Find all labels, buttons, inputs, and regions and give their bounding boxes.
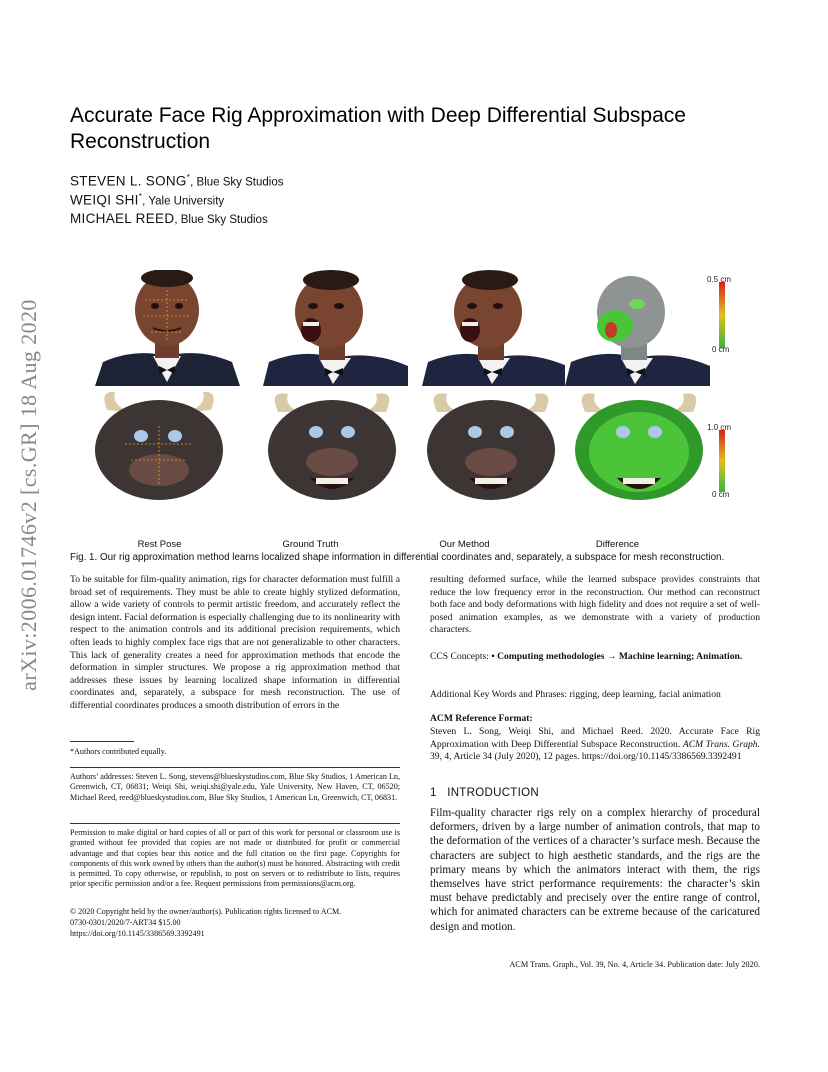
figure-bull-rest-pose [85, 390, 240, 506]
figure-1 [95, 270, 745, 550]
arxiv-stamp [14, 285, 44, 705]
ccs-value: • Computing methodologies → Machine learning; Animation. [491, 651, 743, 662]
color-scale-bar [719, 430, 725, 492]
doi-link[interactable]: https://doi.org/10.1145/3386569.3392491 [70, 929, 205, 938]
copyright: © 2020 Copyright held by the owner/author(s). Publication rights licensed to ACM. [70, 907, 342, 916]
author-affiliation: , Yale University [142, 195, 225, 208]
column-label: Rest Pose [137, 539, 182, 550]
figure-bull-difference [565, 390, 715, 506]
author-affiliation: , Blue Sky Studios [174, 214, 268, 226]
scale-max-label: 0.5 cm [707, 275, 732, 284]
figure-caption: Fig. 1. Our rig approximation method learns localized shape information in differential coordinates and, separately, a subspace for mesh reconstruction. [70, 552, 725, 563]
arxiv-id: arXiv:2006.01746v2 [cs.GR] 18 Aug 2020 [16, 299, 41, 691]
section-number: 1 [430, 787, 437, 799]
figure-human-difference [565, 270, 710, 386]
figure-human-our-method [422, 270, 567, 386]
author-3 [70, 211, 268, 226]
reference-journal: ACM Trans. Graph. [682, 738, 760, 750]
issn: 0730-0301/2020/7-ART34 $15.00 [70, 918, 181, 927]
author-affiliation: , Blue Sky Studios [190, 176, 284, 189]
acm-reference [430, 726, 760, 764]
footnote-rule [70, 741, 134, 742]
section-title: INTRODUCTION [447, 787, 539, 799]
author-1 [70, 173, 283, 189]
permission-notice: Permission to make digital or hard copies of all or part of this work for personal or classroom use is granted without fee provided that copies are not made or distributed for profit or commercial advantage and that copies bear this notice and the full citation on the first page. Copyrights for components of this work owned by others than the author(s) must be honored. Abstracting with credit is permitted. To copy otherwise, or republish, to post on servers or to redistribute to lists, requires prior specific permission and/or a fee. Request permissions from permissions@acm.org. [70, 828, 400, 889]
scale-max-label: 1.0 cm [707, 423, 732, 432]
author-name: MICHAEL REED [70, 211, 175, 226]
figure-bull-our-method [417, 390, 567, 506]
color-scale-bar [719, 282, 725, 348]
page-footer: ACM Trans. Graph., Vol. 39, No. 4, Article 34. Publication date: July 2020. [509, 960, 760, 969]
author-name: WEIQI SHI [70, 192, 139, 208]
column-label: Our Method [439, 539, 490, 550]
scale-min-label: 0 cm [712, 345, 730, 354]
figure-human-rest-pose [95, 270, 240, 386]
author-name: STEVEN L. SONG [70, 173, 187, 189]
column-label: Ground Truth [282, 539, 339, 550]
scale-min-label: 0 cm [712, 490, 730, 499]
reference-text: 39, 4, Article 34 (July 2020), 12 pages. https://doi.org/10.1145/3386569.3392491 [430, 751, 742, 763]
divider [70, 767, 400, 768]
ccs-label: CCS Concepts: [430, 651, 492, 662]
acm-reference-heading: ACM Reference Format: [430, 713, 533, 724]
introduction-body: Film-quality character rigs rely on a complex hierarchy of procedural deformers, driven by a large number of animation controls, that map to the deformation of the vertices of a character’s surface mesh. Because the characters are subject to high aesthetic standards, and the rigs are the primary means by which the animators interact with them, the rigs themselves have strict performance requirements: the character’s skin must behave predictably and precisely over the entire range of control, which for animated characters can be extreme because of the caricatured design and motion. [430, 807, 760, 933]
ccs-concepts [430, 651, 760, 664]
abstract-right: resulting deformed surface, while the learned subspace provides constraints that reduce the low frequency error in the reconstruction. Our method can reconstruct both face and body deformations with high fidelity and does not require a set of well-posed animation examples, as we demonstrate with a variety of production characters. [430, 574, 760, 636]
figure-bull-ground-truth [258, 390, 408, 506]
author-2 [70, 192, 224, 208]
figure-human-ground-truth [263, 270, 408, 386]
abstract-left: To be suitable for film-quality animation, rigs for character deformation must fulfill a broad set of requirements. They must be able to create highly stylized deformation, allow a wide variety of controls to permit artistic freedom, and accurately reflect the design intent. Facial deformation is especially challenging due to its nonlinearity with respect to the animation controls and its additional precision requirements, which often leads to highly complex face rigs that are not generalizable to other characters. This lack of generality creates a need for approximation methods that encode the deformation in simpler structures. We propose a rig approximation method that addresses these issues by learning localized shape information in differential coordinates and, separately, a subspace for mesh reconstruction. The use of differential coordinates produces a smooth distribution of errors in the [70, 574, 400, 711]
divider [70, 823, 400, 824]
author-mark: * [138, 192, 143, 201]
keywords: Additional Key Words and Phrases: rigging, deep learning, facial animation [430, 689, 721, 700]
paper-title: Accurate Face Rig Approximation with Deep Differential Subspace Reconstruction [70, 104, 686, 153]
author-addresses: Authors’ addresses: Steven L. Song, stevens@blueskystudios.com, Blue Sky Studios, 1 American Ln, Greenwich, CT, 06831; Weiqi Shi, weiqi.shi@yale.edu, Yale University, New Haven, CT, 06520; Michael Reed, reed@blueskystudios.com, Blue Sky Studios, 1 American Ln, Greenwich, CT, 06831. [70, 772, 400, 802]
reference-text: Steven L. Song, Weiqi Shi, and Michael Reed. 2020. Accurate Face Rig Approximation with Deep Differential Subspace Reconstruction. [430, 726, 760, 750]
section-heading-introduction [430, 787, 539, 799]
column-label: Difference [595, 539, 640, 550]
author-mark: * [186, 173, 191, 182]
footnote: *Authors contributed equally. [70, 747, 167, 756]
